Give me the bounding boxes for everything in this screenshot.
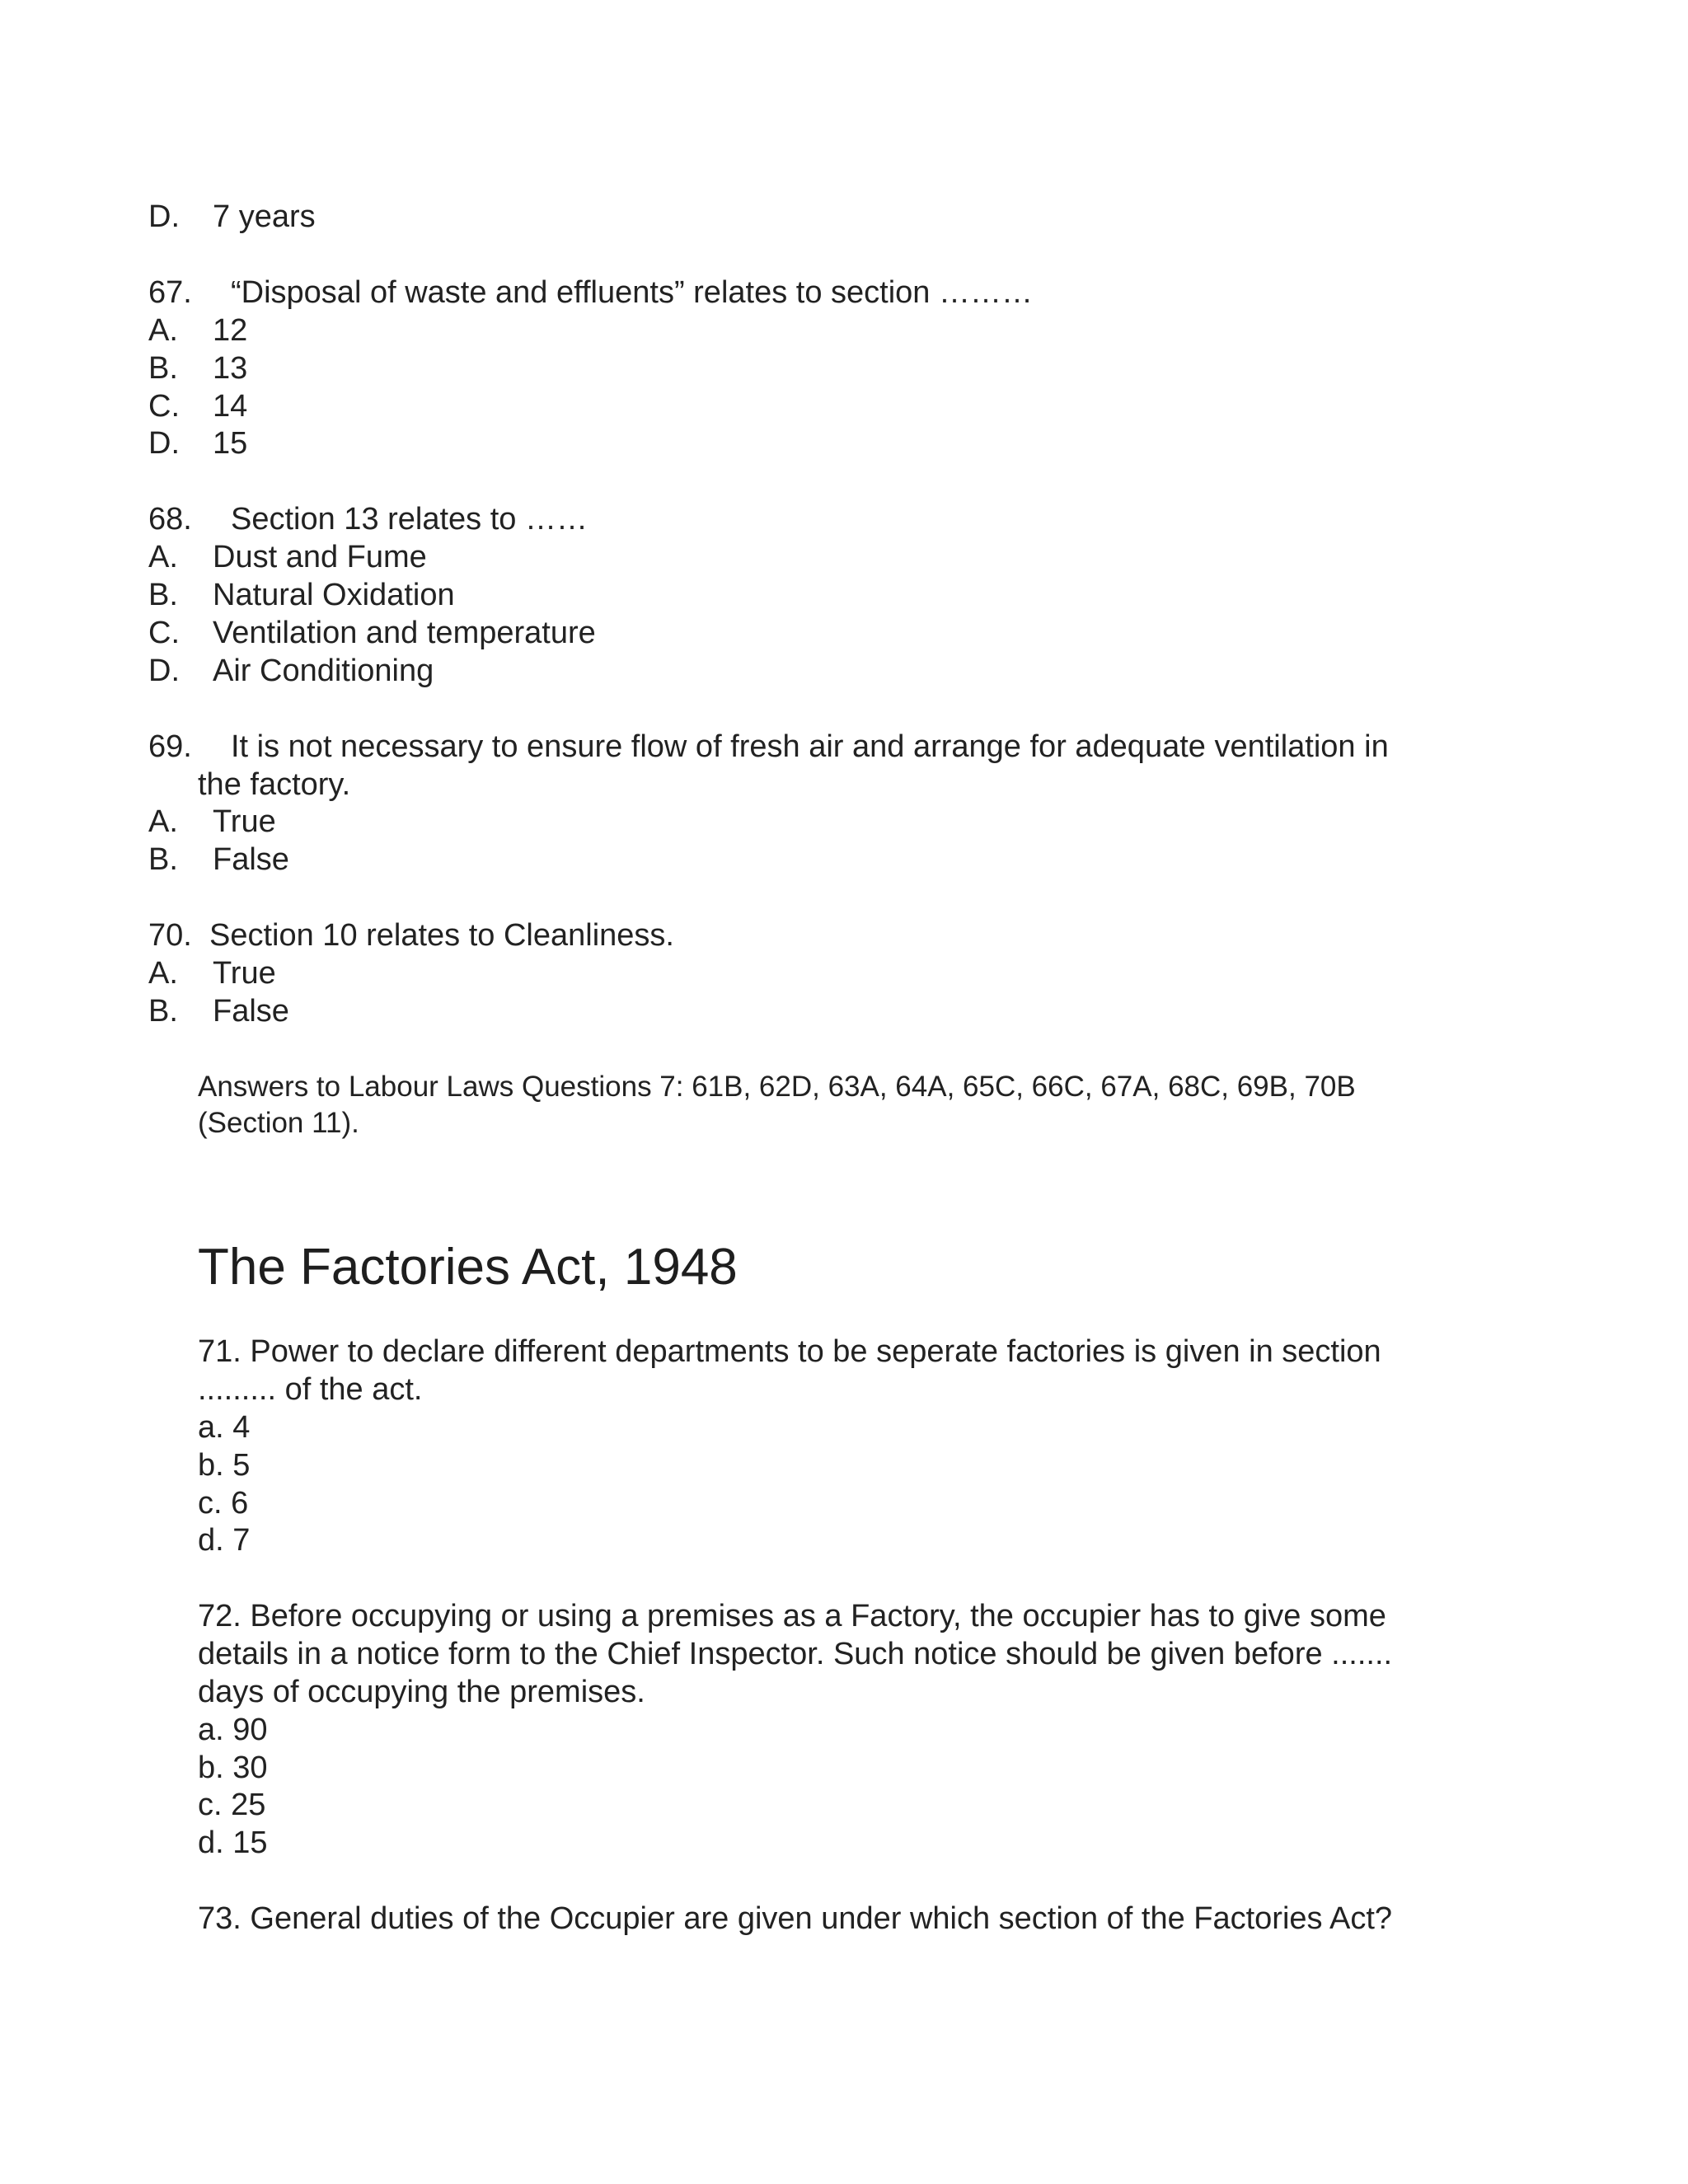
- option-letter: B.: [148, 842, 178, 877]
- question-number: 70.: [148, 918, 192, 953]
- q68-option-b: [148, 576, 455, 614]
- question-69-continuation: [198, 766, 350, 804]
- q72-option-c: c. 25: [198, 1788, 266, 1822]
- q71-option-d: d. 7: [198, 1523, 251, 1558]
- option-text: 15: [213, 426, 248, 461]
- q68-option-c: [148, 614, 596, 652]
- option-text: Dust and Fume: [213, 540, 427, 574]
- q71-option-c: c. 6: [198, 1486, 249, 1521]
- option-letter: D.: [148, 426, 180, 461]
- question-72-line-1: 72. Before occupying or using a premises as a Factory, the occupier has to give some: [198, 1599, 1386, 1633]
- q70-option-a: [148, 954, 276, 992]
- question-72-line-2: details in a notice form to the Chief Inspector. Such notice should be given before .......: [198, 1637, 1393, 1671]
- option-letter: B.: [148, 578, 178, 612]
- q69-option-b: [148, 841, 289, 879]
- option-letter: A.: [148, 313, 178, 348]
- question-68: [148, 500, 588, 538]
- q67-option-b: [148, 349, 247, 387]
- option-letter: A.: [148, 804, 178, 839]
- option-letter: D.: [148, 654, 180, 688]
- q67-option-a: [148, 312, 247, 349]
- option-text: Air Conditioning: [213, 654, 434, 688]
- option-text: 12: [213, 313, 248, 348]
- option-text: Ventilation and temperature: [213, 616, 596, 650]
- q69-option-a: [148, 803, 276, 841]
- q67-option-c: [148, 387, 247, 425]
- q68-option-d: [148, 652, 434, 690]
- option-letter: C.: [148, 616, 180, 650]
- option-text: Natural Oxidation: [213, 578, 455, 612]
- option-letter: C.: [148, 389, 180, 424]
- question-text: It is not necessary to ensure flow of fresh air and arrange for adequate ventilation in: [231, 729, 1389, 764]
- option-text: True: [213, 956, 276, 991]
- answers-line-2: (Section 11).: [198, 1107, 359, 1139]
- question-text: the factory.: [198, 767, 351, 802]
- q71-option-a: a. 4: [198, 1410, 251, 1445]
- option-text: False: [213, 842, 289, 877]
- q70-option-b: [148, 992, 289, 1030]
- option-text: True: [213, 804, 276, 839]
- option-letter: A.: [148, 956, 178, 991]
- answers-line-1: Answers to Labour Laws Questions 7: 61B, 62D, 63A, 64A, 65C, 66C, 67A, 68C, 69B, 70B: [198, 1071, 1356, 1103]
- question-text: Section 10 relates to Cleanliness.: [209, 918, 674, 953]
- option-text: 14: [213, 389, 248, 424]
- q71-option-b: b. 5: [198, 1448, 251, 1483]
- question-73-line-1: 73. General duties of the Occupier are given under which section of the Factories Act?: [198, 1901, 1393, 1936]
- question-69: [148, 728, 1389, 766]
- question-71-line-1: 71. Power to declare different departments to be seperate factories is given in section: [198, 1334, 1381, 1369]
- question-71-line-2: ......... of the act.: [198, 1372, 423, 1407]
- option-d-carry-over: [148, 198, 316, 236]
- question-67: [148, 274, 1033, 312]
- question-72-line-3: days of occupying the premises.: [198, 1675, 645, 1709]
- q72-option-a: a. 90: [198, 1713, 268, 1747]
- question-text: Section 13 relates to ……: [231, 502, 588, 537]
- section-heading: The Factories Act, 1948: [198, 1239, 738, 1296]
- q67-option-d: [148, 424, 247, 462]
- option-letter: A.: [148, 540, 178, 574]
- question-number: 67.: [148, 275, 192, 310]
- option-letter: D.: [148, 199, 180, 234]
- q72-option-d: d. 15: [198, 1825, 268, 1860]
- question-number: 69.: [148, 729, 192, 764]
- option-letter: B.: [148, 994, 178, 1029]
- q72-option-b: b. 30: [198, 1750, 268, 1785]
- option-text: 13: [213, 351, 248, 386]
- option-letter: B.: [148, 351, 178, 386]
- option-text: 7 years: [213, 199, 316, 234]
- q68-option-a: [148, 538, 427, 576]
- option-text: False: [213, 994, 289, 1029]
- question-70: [148, 916, 674, 954]
- question-number: 68.: [148, 502, 192, 537]
- question-text: “Disposal of waste and effluents” relates to section ………: [231, 275, 1033, 310]
